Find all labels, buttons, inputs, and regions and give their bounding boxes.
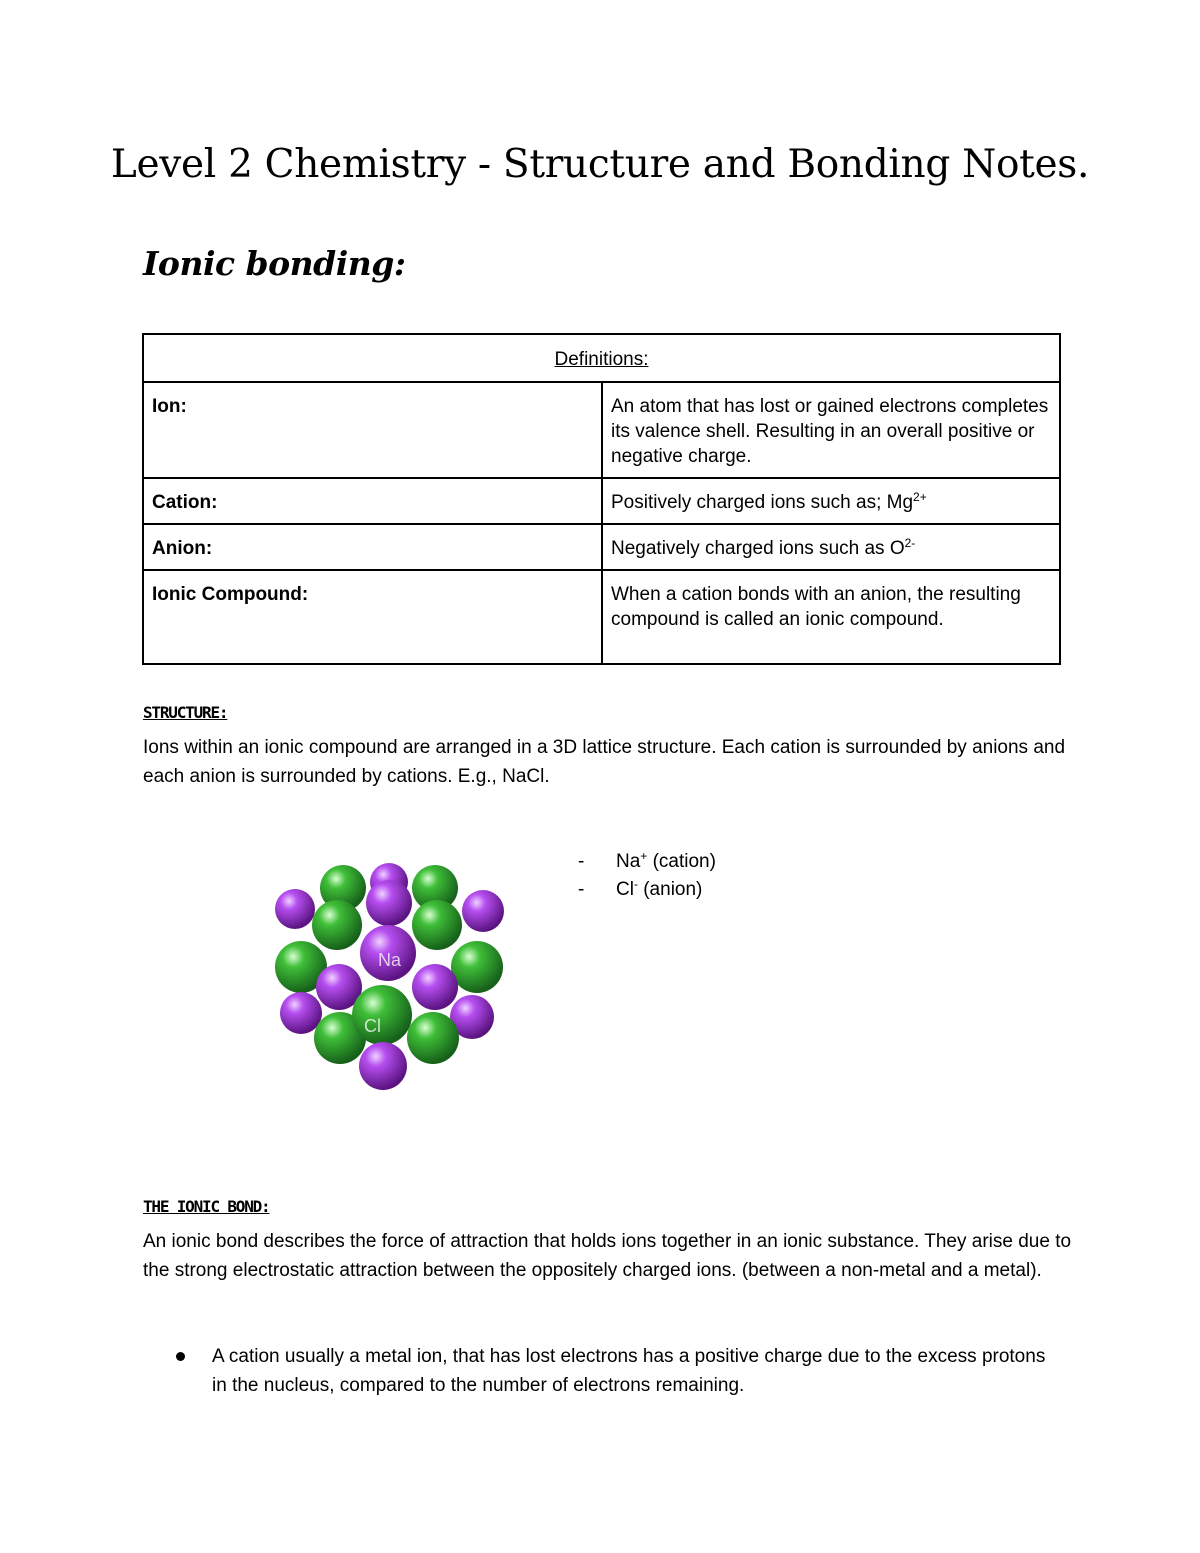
term-cation: Cation: [143,478,602,524]
bullet-icon [176,1352,185,1361]
table-row [143,382,1060,478]
table-row [143,570,1060,664]
chloride-ion-sphere [352,985,412,1045]
term-ion: Ion: [143,382,602,478]
definition-anion-text: Negatively charged ions such as O [611,538,905,559]
list-item [172,1342,1052,1400]
ionic-bond-heading: THE IONIC BOND: [143,1197,270,1216]
page-title: Level 2 Chemistry - Structure and Bonding Notes. [110,142,1090,187]
sodium-ion-sphere [366,880,412,926]
sodium-ion-sphere [359,1042,407,1090]
definitions-caption: Definitions: [143,334,1060,382]
definitions-table [142,333,1061,665]
ion-legend [578,848,716,904]
table-row [143,524,1060,570]
cl-label: Cl [364,1016,381,1036]
definition-cation-text: Positively charged ions such as; Mg [611,492,914,513]
legend-role-anion: (anion) [643,879,703,900]
term-ionic-compound: Ionic Compound: [143,570,602,664]
lattice-spheres [275,863,504,1090]
sodium-ion-sphere [462,890,504,932]
structure-paragraph: Ions within an ionic compound are arranged in a 3D lattice structure. Each cation is surrounded by anions and each anion is surrounded by cations. E.g., NaCl. [143,737,1066,787]
ionic-bond-paragraph: An ionic bond describes the force of attraction that holds ions together in an ionic substance. They arise due to the strong electrostatic attraction between the oppositely charged ions. (between a non-metal and a metal). [143,1231,1072,1281]
oxide-charge: 2- [904,536,916,550]
legend-dash: - [578,851,585,872]
ionic-bonding-heading: Ionic bonding: [143,244,406,283]
sodium-ion-sphere [412,964,458,1010]
chloride-ion-sphere [407,1012,459,1064]
definition-ionic-compound: When a cation bonds with an anion, the resulting compound is called an ionic compound. [602,570,1060,664]
magnesium-charge: 2+ [913,490,927,504]
chloride-ion-sphere [412,900,462,950]
legend-ion-na: Na [616,851,641,872]
legend-charge-cl: - [633,877,638,891]
legend-ion-cl: Cl [616,879,634,900]
legend-item-anion [578,876,716,904]
term-anion: Anion: [143,524,602,570]
legend-item-cation [578,848,716,876]
table-row [143,478,1060,524]
sodium-ion-sphere [275,889,315,929]
legend-charge-na: + [640,849,648,863]
legend-dash: - [578,879,585,900]
legend-role-cation: (cation) [652,851,716,872]
definition-cation [602,478,1060,524]
nacl-lattice-image [265,855,515,1095]
definition-anion [602,524,1060,570]
bullet-text: A cation usually a metal ion, that has lost electrons has a positive charge due to the excess protons in the nucleus, compared to the number of electrons remaining. [212,1346,1046,1396]
structure-heading: STRUCTURE: [143,703,228,722]
na-label: Na [378,950,402,970]
chloride-ion-sphere [451,941,503,993]
sodium-ion-sphere [280,992,322,1034]
chloride-ion-sphere [312,900,362,950]
definition-ion: An atom that has lost or gained electrons completes its valence shell. Resulting in an overall positive or negative charge. [602,382,1060,478]
